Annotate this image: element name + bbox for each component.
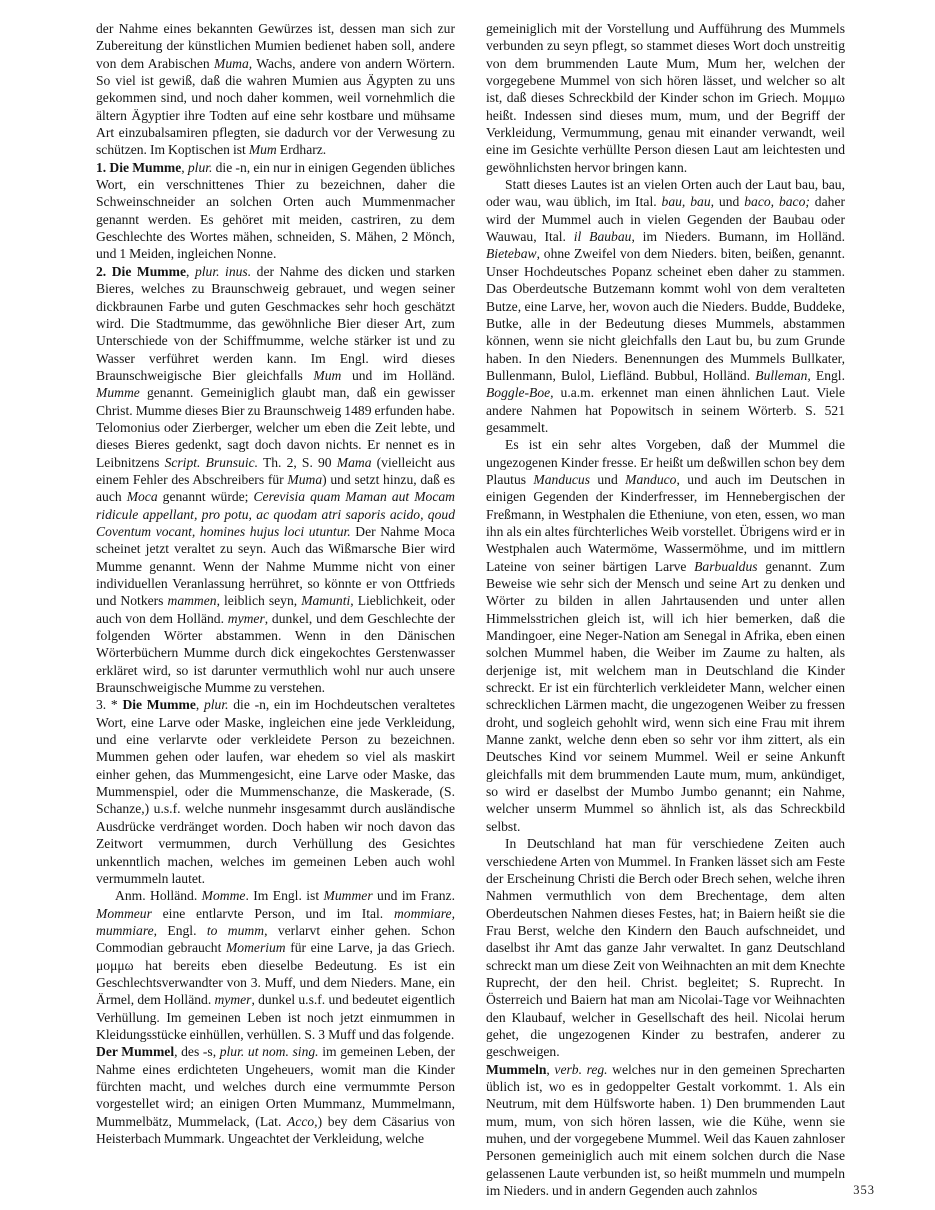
body-text: u.a.m. erkennet man einen ähnlichen Laut. Viele andere Nahmen hat Popowitsch in seinem Wörterb. S. 521 gesammelt. [486, 385, 845, 435]
italic-term: Acco, [287, 1113, 318, 1129]
italic-term: mymer [214, 992, 252, 1008]
italic-term: Moca [126, 489, 158, 505]
italic-term: plur. inus. [194, 263, 252, 279]
paragraph [96, 1043, 455, 1147]
italic-term: bau, bau, [661, 194, 715, 210]
headword: 1. Die Mumme [96, 159, 182, 175]
italic-term: to mumm [206, 922, 265, 938]
body-text: (vielleicht aus einem Fehler des Abschreibers für [96, 454, 455, 487]
body-text: der Nahme des dicken und starken Bieres, welches zu Braunschweig gebrauet, und wegen seiner dickbraunen Farbe und guten Geschmackes sehr hoch geschätzt wird. Die Stadtmumme, das gewöhnliche Bier dieser Art, zum Unterschiede von der Schiffmumme, welche stärker ist und zu Wasser verführet werden kann. Im Engl. wird dieses Braunschweigische Bier gleichfalls [96, 263, 455, 383]
body-text: der Nahme eines bekannten Gewürzes ist, dessen man sich zur Zubereitung der künstlichen Mumien bedienet haben soll, andere von dem Arabischen [96, 21, 455, 71]
headword: 2. Die Mumme [96, 263, 186, 279]
body-text: , [546, 1061, 555, 1077]
italic-term: Mommeur [96, 905, 152, 921]
italic-term: Cerevisia quam Maman aut Mocam ridicule appellant, pro potu, ac quodam atri saporis acido, qoud Coventum vocant, homines hujus loci utuntur. [96, 489, 455, 539]
body-text: , [181, 159, 188, 175]
italic-term: baco, baco; [744, 194, 810, 210]
headword: Die Mumme [122, 697, 196, 713]
body-text: Engl. [810, 367, 845, 383]
paragraph [96, 159, 455, 263]
body-text: , leiblich seyn, [216, 593, 302, 609]
body-text: , ohne Zweifel von dem Nieders. biten, beißen, genannt. Unser Hochdeutsches Popanz scheinet eben daher zu stammen. Das Oberdeutsche Butzemann kommt wohl von dem veralteten Butze, eine Larve, her, wovon auch die Nieders. Budde, Buddeke, Butke, alle in der Bedeutung dieses Mummels, abstammen können, wenn sie nicht gleichfalls den Laut bu, bu zum Grunde haben. In den Nieders. Benennungen des Mummels Bullkater, Bullenmann, Bulol, Liefländ. Bubbul, Holländ. [486, 246, 845, 383]
italic-term: Bietebaw [486, 246, 537, 262]
italic-term: il Baubau [573, 229, 632, 245]
paragraph [486, 835, 845, 1060]
italic-term: Momme [201, 888, 246, 904]
body-text: genannt würde; [157, 489, 254, 505]
body-text: , dunkel, und dem Geschlechte der folgenden Wörter abstammen. Wenn in den Dänischen Wörterbüchern Mumme durch dick eingekochtes Gerstenwasser erkläret wird, so ist darunter vermuthlich wohl nur auch unsere Braunschweigische Mumme zu verstehen. [96, 610, 455, 696]
body-text: und im Holländ. [341, 367, 455, 383]
body-text: für eine Larve, ja das Griech. μομμω hat bereits eben dieselbe Bedeutung. Es ist ein Geschlechtsverwandter von 3. Muff, und dem Nieders. Mane, ein Ärmel, dem Holländ. [96, 940, 455, 1008]
paragraph [486, 436, 845, 835]
body-text: ) und setzt hinzu, daß es auch [96, 471, 455, 505]
body-text: im gemeinen Leben, der Nahme eines erdichteten Ungeheuers, womit man die Kinder fürchten macht, und welches durch eine vermummte Person vorgestellet wird; an einigen Orten Mummanz, Mummelmann, Mummelbätz, Mummelack, (Lat. [96, 1044, 455, 1129]
body-text: und [590, 471, 626, 487]
body-text: und im Franz. [372, 888, 455, 904]
body-text: welches nur in den gemeinen Sprecharten üblich ist, wo es in gedoppelter Gestalt vorkommt. 1. Als ein Neutrum, mit dem Hülfsworte haben. 1) Den brummenden Laut mum, mum, von sich hören lassen, wie die Kühe, wenn sie muhen, und der vorgegebene Mummel. Weil das Kauen zahnloser Personen gemeiniglich auch mit einem solchen durch die Nase gelassenen Laute verbunden ist, so heißt mummeln und mumpeln im Nieders. und in andern Gegenden auch zahnlos [486, 1061, 845, 1199]
italic-term: Mummer [323, 888, 373, 904]
headword: Der Mummel [96, 1044, 175, 1060]
body-text: , im Nieders. Bumann, im Holländ. [631, 229, 845, 245]
italic-term: Mamunti [301, 593, 351, 609]
italic-term: Bulleman, [755, 367, 811, 383]
italic-term: verb. reg. [554, 1061, 608, 1077]
body-text: gemeiniglich mit der Vorstellung und Aufführung des Mummels verbunden zu seyn pflegt, so stammet dieses Wort doch unstreitig von dem brummenden Laute Mum, Mum her, welchen der vorgegebene Mummel von sich hören lässet, und welcher so alt ist, daß dieses Schreckbild der Kinder schon im Griech. Μομμω heißt. Indessen sind dieses mum, mum, und der Begriff der Verkleidung, Vermummung, genau mit einander verwandt, weil eine im Gesichte verhüllte Person diesen Laut am leichtesten und gewöhnlichsten hervor bringen kann. [486, 21, 845, 175]
body-text: , [186, 263, 195, 279]
body-text: eine entlarvte Person, und im Ital. [151, 905, 394, 921]
italic-term: Boggle-Boe, [486, 385, 554, 401]
italic-term: Mama [336, 454, 372, 470]
body-text: ) bey dem Cäsarius von Heisterbach Mummark. Ungeachtet der Verkleidung, welche [96, 1113, 455, 1146]
italic-term: mommiare, mummiare [96, 905, 455, 938]
body-text: Erdharz. [276, 142, 327, 158]
body-text: Es ist ein sehr altes Vorgeben, daß der Mummel die ungezogenen Kinder fresse. Er heißt um deßwillen schon bey dem Plautus [486, 437, 845, 487]
body-text: Anm. Holländ. [115, 888, 202, 904]
headword: Mummeln [486, 1061, 547, 1077]
paragraph [96, 887, 455, 1043]
body-text: genannt. Zum Beweise wie sehr sich der Mensch und seine Art zu denken und Wörter zu bilden in allen Jahrtausenden und unter allen Himmelsstrichen gleich ist, will ich hier bemerken, daß die Mandingoer, eine Neger-Nation am Senegal in Afrika, eben einen solchen Mummel haben, die Weiber im Zaume zu halten, als derjenige ist, mit welchem man in Deutschland die Kinder schreckt. Er ist ein fürchterlich verkleideter Mann, welcher einen schrecklichen Lärmen macht, die ungezogenen Weiber zu fressen droht, und sogleich gehohlt wird, wenn sich eine Frau mit ihrem Manne zankt, welche denn eben so sehr vor ihm zittert, als ein Deutsches Kind vor seinem Mummel. Weil er seine Ankunft gleichfalls mit dem brummenden Laute mum, mum, ankündiget, so wird er daselbst der Mumbo Jumbo genannt; ein Nahme, welcher unserm Mummel so ähnlich ist, als das Schreckbild selbst. [486, 558, 845, 834]
body-text: die -n, ein nur in einigen Gegenden übliches Wort, ein verschnittenes Thier zu bezeichnen, daher die Schweinschneider an solchen Orten auch Mummenmacher genannt werden. Es gehöret mit meiden, castriren, zu dem Geschlechte des Wortes mähen, schneiden, S. Mähen, 2 Mönch, und 1 Meiden, ingleichen Nonne. [96, 159, 455, 262]
body-text: 3. * [96, 697, 123, 713]
body-text: , verlarvt einher gehen. Schon Commodian gebraucht [96, 922, 456, 956]
italic-term: plur. [187, 159, 213, 175]
italic-term: Mum [313, 367, 342, 383]
italic-term: plur. [203, 697, 229, 713]
body-text: In Deutschland hat man für verschiedene Zeiten auch verschiedene Arten von Mummel. In Franken lässet sich am Feste der Erscheinung Christi die Berch oder Brech sehen, welche ihren Nahmen vermuthlich von dem Brechentage, dem alten Oberdeutschen Nahmen dieses Festes, hat; in Baiern heißt sie die Frau Berst, welche den Kindern den Bauch aufschneidet, und daselbst ihr Amt das ganze Jahr verwaltet. In ganz Deutschland schreckt man um diese Zeit von Weihnachten an mit dem Knechte Ruprecht, der den heil. Christ. begleitet; S. Ruprecht. In Österreich und Baiern hat man am Nicolai-Tage vor Weihnachten den Klaubauf, welcher in Gesellschaft des heil. Nicolai herum gehet, die ungezogenen Kinder zu bestrafen, anderer zu geschweigen. [486, 836, 845, 1060]
italic-term: Manducus [533, 471, 591, 487]
body-text: , und auch im Deutschen in einigen Gegenden der Kinderfresser, im Hennebergischen der Freßmann, in Westphalen die Etheniune, von eten, essen, wo man ihn als ein altes fürchterliches Weib vorstellet. Übrigens wird er in Westphalen auch Watermöme, Wassermöhme, und im mittlern Lateine von seiner bärtigen Larve [486, 471, 846, 574]
italic-term: Manduco [625, 471, 677, 487]
body-text: , Engl. [153, 922, 207, 938]
italic-term: Muma, [214, 55, 253, 71]
italic-term: Mumme [96, 385, 140, 401]
paragraph [96, 263, 455, 697]
body-text: , [195, 697, 204, 713]
italic-term: mammen [167, 593, 217, 609]
body-text: Wachs, andere von andern Wörtern. So viel ist gewiß, daß die wahren Mumien aus Ägypten zu uns gekommen sind, und noch daher kommen, weil vornehmlich die ältern Ägyptier ihre Todten auf eine sehr kostbare und mühsame Art einzubalsamiren pflegten, sie dadurch vor der Verwesung zu schützen. Im Koptischen ist [96, 55, 456, 158]
body-text: die -n, ein im Hochdeutschen veraltetes Wort, eine Larve oder Maske, ingleichen eine jede Verkleidung, und eine verlarvte oder verkleidete Person zu bezeichnen. Mummen gehen oder laufen, war ehedem so viel als maskirt einher gehen, das Mummengesicht, eine Larve oder Maske, das Mummenspiel, oder die Mummenschanze, die Maskerade, (S. Schanze,) u.s.f. welche nunmehr insgesammt durch ausländische Ausdrücke verdränget worden. Doch haben wir noch davon das Zeitwort vermummen, durch Verhüllung des Gesichtes unkenntlich machen, welches im gemeinen Leben auch wohl vermummeln lautet. [96, 697, 456, 886]
body-text: Th. 2, S. 90 [258, 454, 337, 470]
body-text: daher wird der Mummel auch in vielen Gegenden der Baubau oder Wauwau, Ital. [486, 194, 846, 245]
paragraph [486, 1061, 845, 1200]
body-text: , dunkel u.s.f. und bedeutet eigentlich Verhüllung. Im gemeinen Leben ist noch jetzt einmummen in Kleidungsstücke einhüllen, verhüllen. S. 3 Muff und das folgende. [96, 992, 455, 1042]
left-column [96, 20, 455, 1199]
italic-term: Mum [248, 142, 277, 158]
body-text: und [714, 194, 745, 210]
body-text: . Im Engl. ist [245, 888, 324, 904]
body-text: , des -s, [174, 1044, 220, 1060]
italic-term: Momerium [225, 940, 286, 956]
body-text: Statt dieses Lautes ist an vielen Orten auch der Laut bau, bau, oder wau, wau üblich, im Ital. [486, 177, 845, 210]
italic-term: Script. Brunsuic. [164, 454, 259, 470]
body-text: Der Nahme Moca scheinet jetzt veraltet zu seyn. Auch das Wißmarsche Bier wird Mumme genannt. Wenn der Nahme Mumme nicht von einer individuellen Veranlassung herrühret, so könnte er von Ottfrieds und Notkers [96, 523, 455, 609]
italic-term: mymer [227, 610, 265, 626]
page-number: 353 [853, 1183, 875, 1197]
body-text: , Lieblichkeit, oder auch von dem Holländ. [96, 593, 455, 626]
paragraph [96, 20, 455, 159]
body-text: genannt. Gemeiniglich glaubt man, daß ein gewisser Christ. Mumme dieses Bier zu Braunschweig 1489 erfunden habe. Telomonius oder Zierberger, welcher um eben die Zeit lebte, und dieses Bieres gedenkt, sagt doch davon nichts. Er nennet es in Leibnitzens [96, 385, 455, 470]
right-column [486, 20, 845, 1199]
paragraph [486, 20, 845, 176]
italic-term: Barbualdus [694, 558, 758, 574]
paragraph [96, 696, 455, 887]
paragraph [486, 176, 845, 436]
italic-term: Muma [287, 471, 323, 487]
italic-term: plur. ut nom. sing. [219, 1044, 319, 1060]
